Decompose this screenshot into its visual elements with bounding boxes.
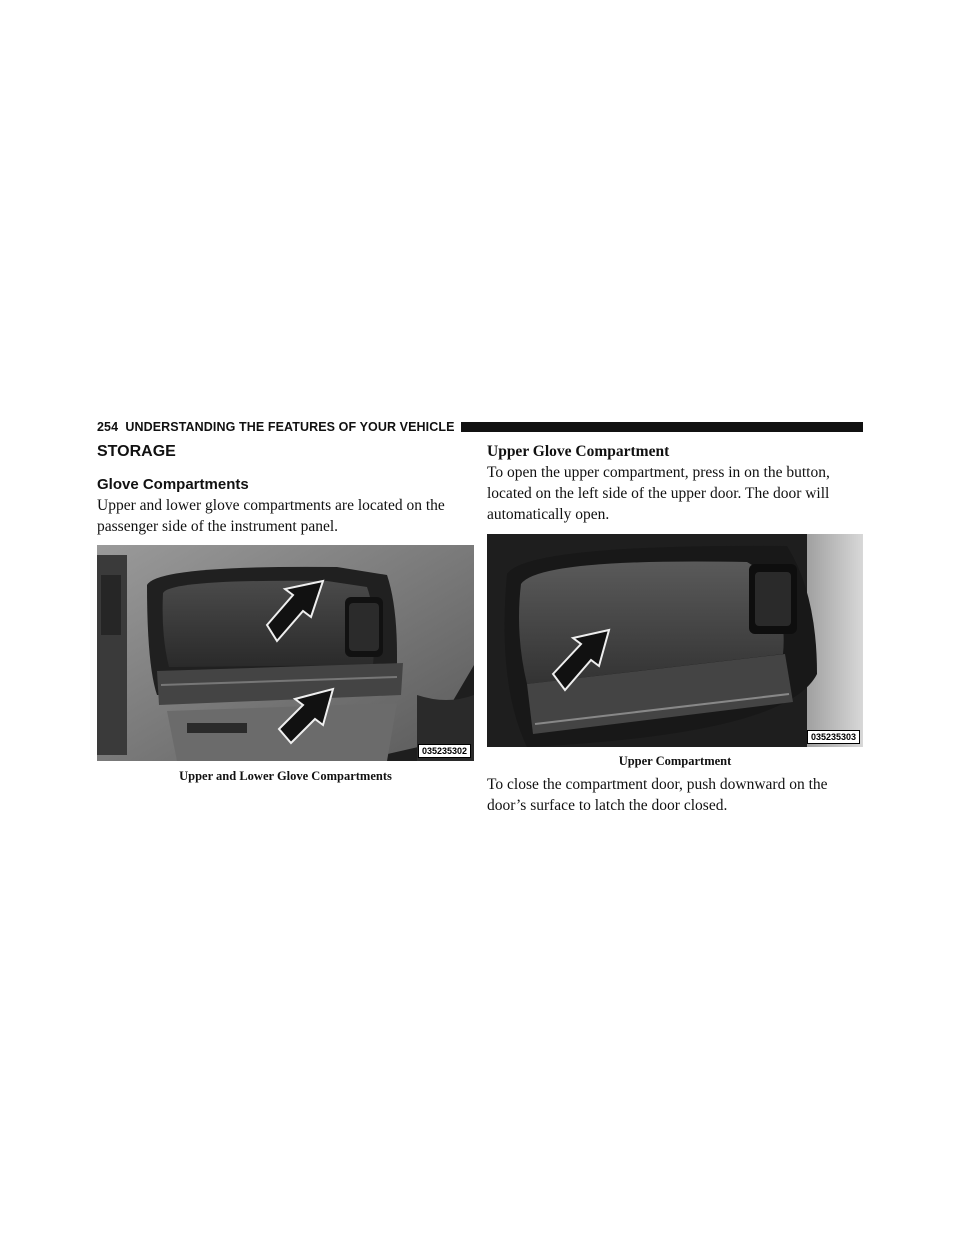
figure-code: 035235302 <box>418 744 471 758</box>
figure-upper-compartment <box>487 534 863 747</box>
dashboard-illustration <box>97 545 474 761</box>
figure-code: 035235303 <box>807 730 860 744</box>
figure-caption: Upper Compartment <box>618 754 732 768</box>
open-instructions: To open the upper compartment, press in on the button, located on the left side of the upper door. The door will automatically open. <box>487 464 830 523</box>
intro-paragraph: Upper and lower glove compartments are located on the passenger side of the instrument panel. <box>97 497 445 535</box>
left-column <box>97 440 474 784</box>
right-column <box>487 440 863 816</box>
upper-compartment-illustration <box>487 534 863 747</box>
chapter-title: UNDERSTANDING THE FEATURES OF YOUR VEHICLE <box>125 420 455 434</box>
close-instructions: To close the compartment door, push downward on the door’s surface to latch the door closed. <box>487 776 828 814</box>
header-rule <box>461 422 863 432</box>
section-title: STORAGE <box>97 443 176 460</box>
figure-caption: Upper and Lower Glove Compartments <box>179 769 392 783</box>
page-header <box>97 419 863 435</box>
subsection-title-glove-compartments: Glove Compartments <box>97 476 249 493</box>
header-text <box>97 420 461 434</box>
figure-upper-lower-compartments <box>97 545 474 761</box>
subsection-title-upper-glove: Upper Glove Compartment <box>487 443 670 460</box>
page-number: 254 <box>97 420 119 434</box>
